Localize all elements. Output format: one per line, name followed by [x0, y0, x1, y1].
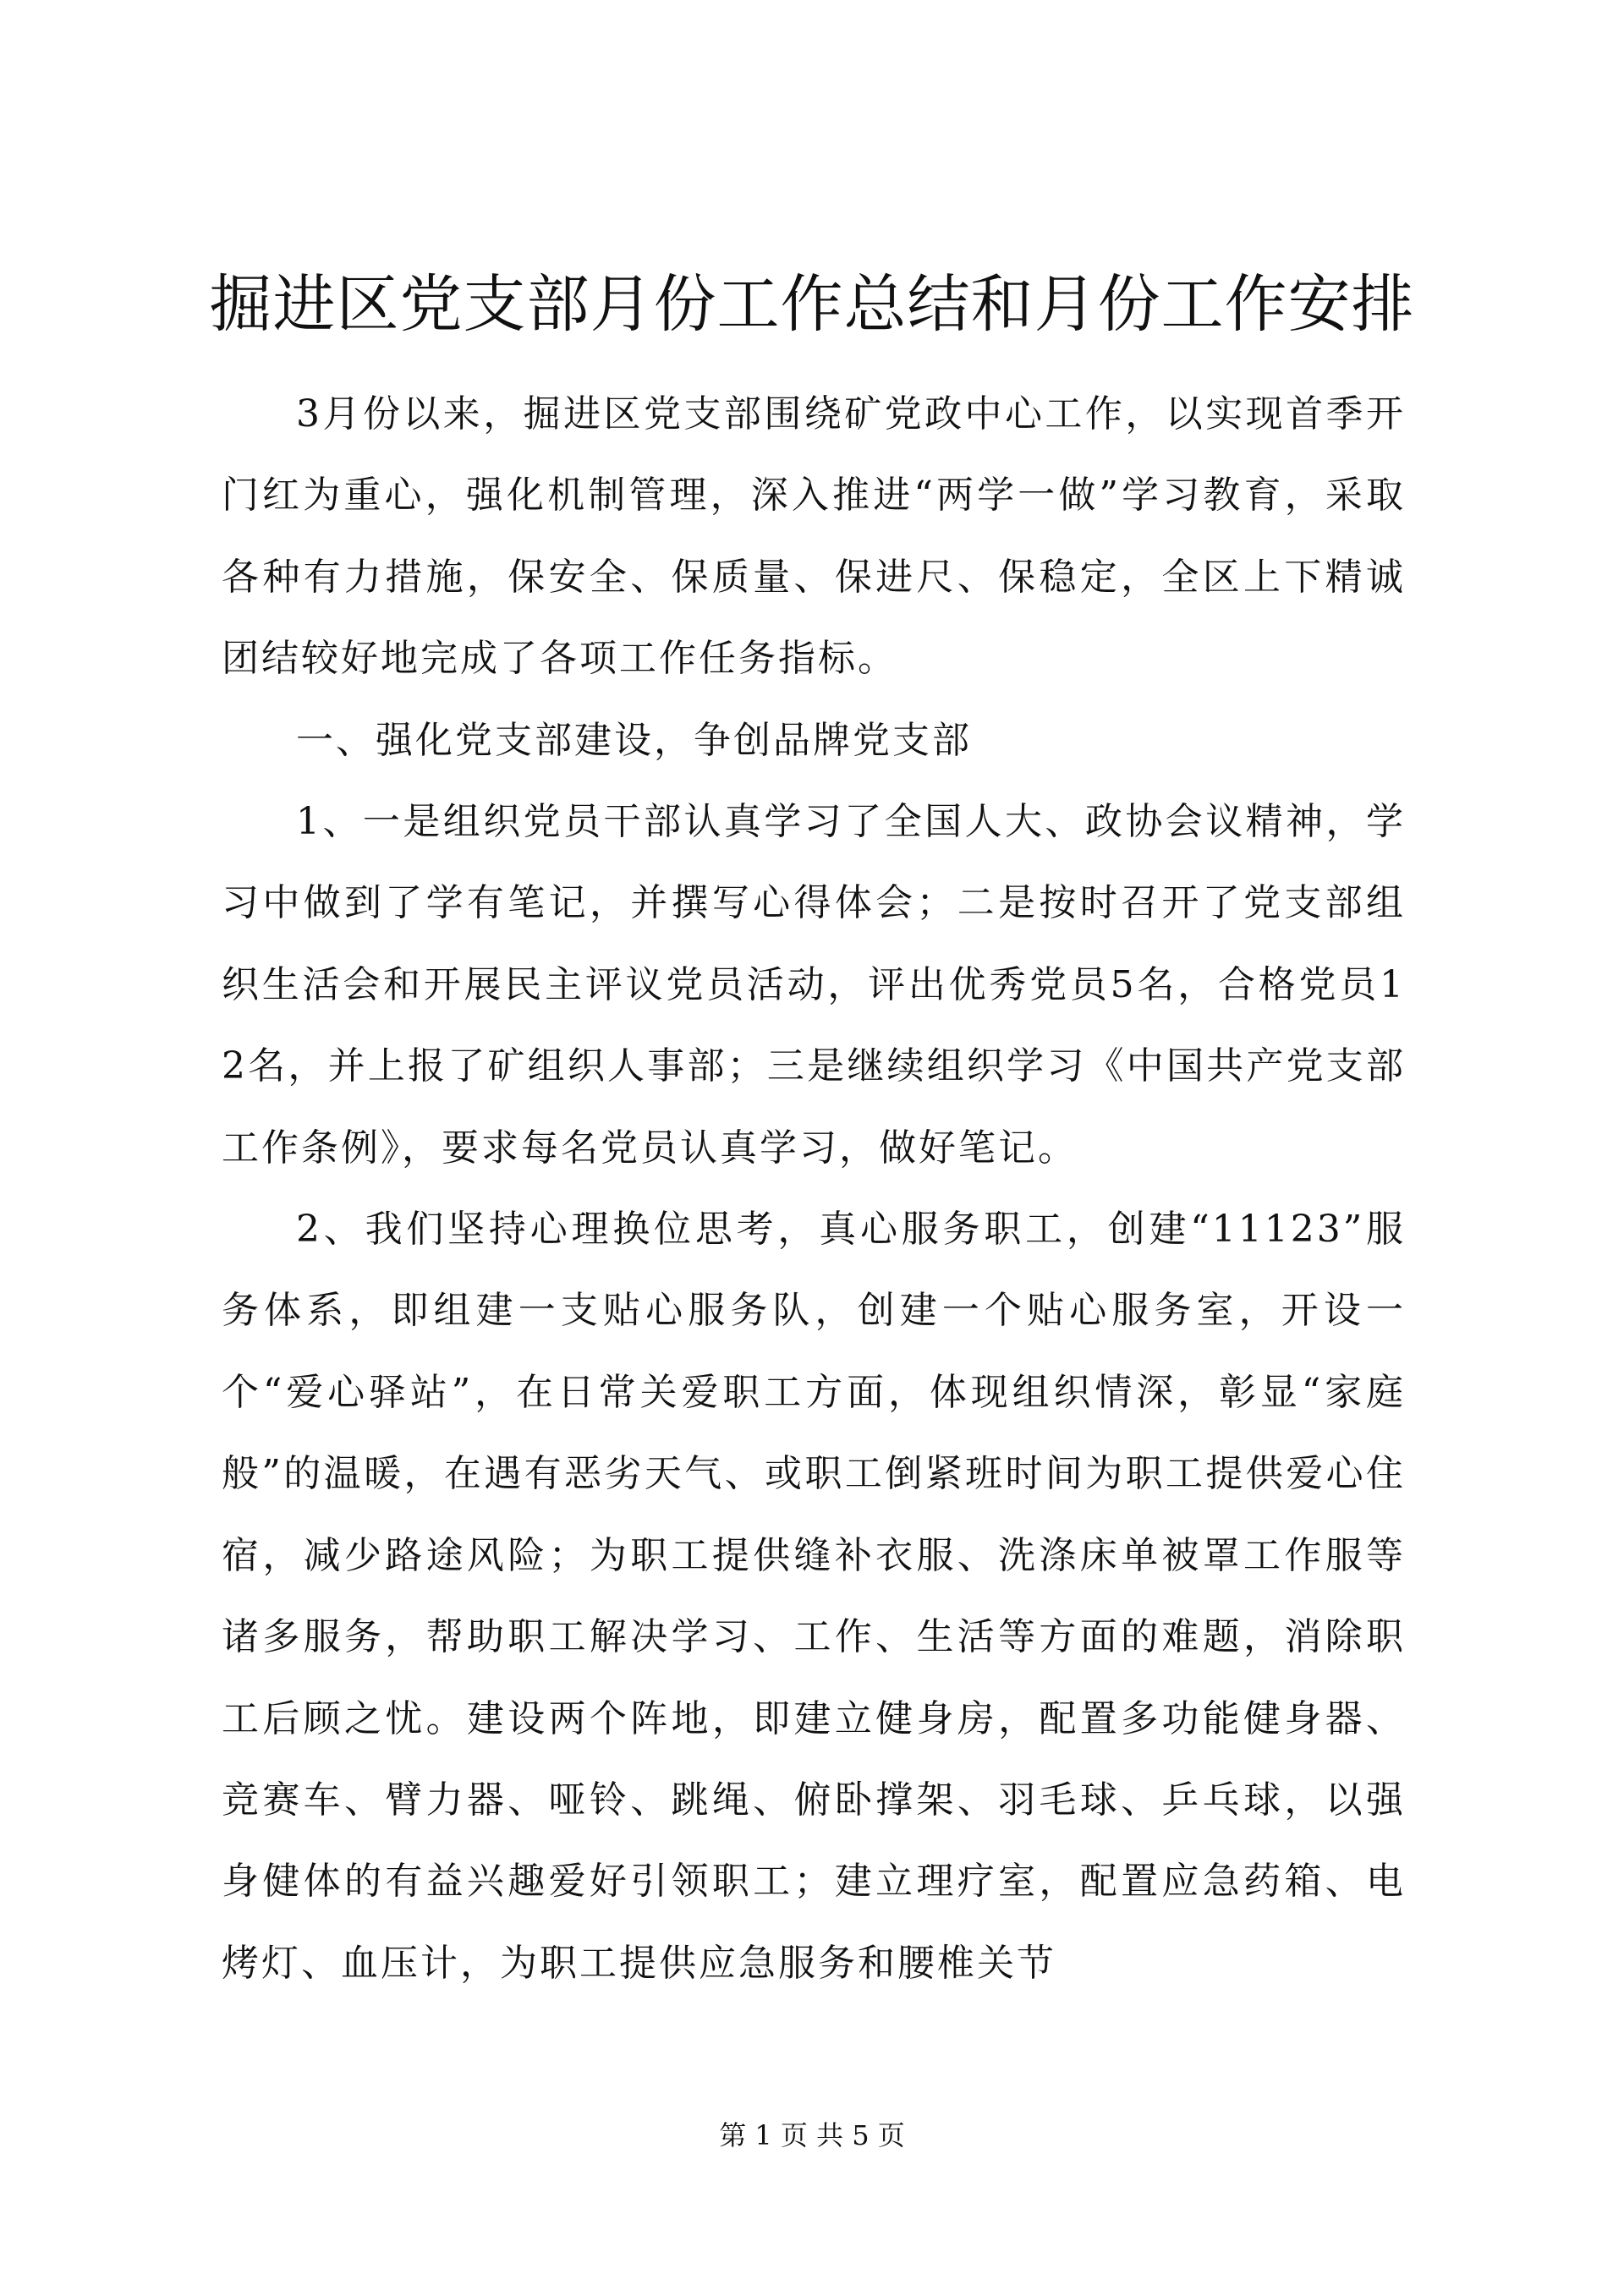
paragraph-item-1: 1、一是组织党员干部认真学习了全国人大、政协会议精神，学习中做到了学有笔记，并撰写心得体会；二是按时召开了党支部组织生活会和开展民主评议党员活动，评出优秀党员5名，合格党员12名，并上报了矿组织人事部；三是继续组织学习《中国共产党支部工作条例》，要求每名党员认真学习，做好笔记。 [222, 800, 1406, 1170]
document-title: 掘进区党支部月份工作总结和月份工作安排 [209, 268, 1415, 341]
section-heading-1: 一、强化党支部建设，争创品牌党支部 [296, 718, 972, 762]
document-body [222, 374, 1406, 2004]
page-number-footer: 第 1 页 共 5 页 [719, 2119, 905, 2151]
paragraph-item-2: 2、我们坚持心理换位思考，真心服务职工，创建“11123”服务体系，即组建一支贴心服务队，创建一个贴心服务室，开设一个“爱心驿站”，在日常关爱职工方面，体现组织情深，彰显“家庭般”的温暖，在遇有恶劣天气、或职工倒紧班时间为职工提供爱心住宿，减少路途风险；为职工提供缝补衣服、洗涤床单被罩工作服等诸多服务，帮助职工解决学习、工作、生活等方面的难题，消除职工后顾之忧。建设两个阵地，即建立健身房，配置多功能健身器、竞赛车、臂力器、哑铃、跳绳、俯卧撑架、羽毛球、乒乓球，以强身健体的有益兴趣爱好引领职工；建立理疗室，配置应急药箱、电烤灯、血压计，为职工提供应急服务和腰椎关节 [222, 1208, 1406, 1985]
paragraph-intro: 3月份以来，掘进区党支部围绕矿党政中心工作，以实现首季开门红为重心，强化机制管理，深入推进“两学一做”学习教育，采取各种有力措施，保安全、保质量、保进尺、保稳定，全区上下精诚团结较好地完成了各项工作任务指标。 [222, 392, 1406, 681]
